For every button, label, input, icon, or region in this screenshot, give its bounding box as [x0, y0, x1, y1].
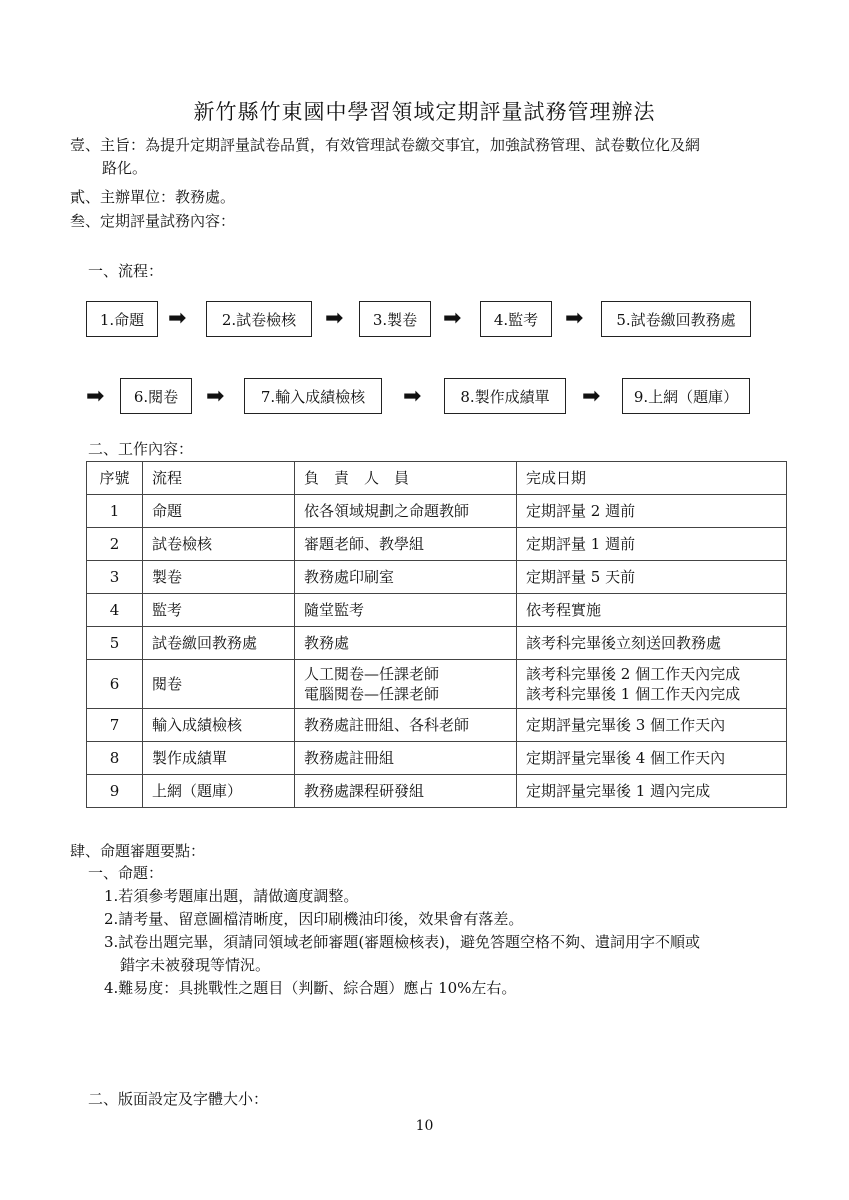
row-step: 試卷檢核	[143, 528, 295, 561]
row-step: 閱卷	[143, 660, 295, 709]
row-date: 定期評量完畢後 3 個工作天內	[517, 709, 787, 742]
guidelines-heading: 肆、命題審題要點：	[70, 842, 206, 860]
header-person: 負 責 人 員	[295, 462, 517, 495]
flow-step-6: 6.閱卷	[120, 378, 192, 414]
row-person: 教務處註冊組、各科老師	[295, 709, 517, 742]
table-row	[87, 775, 787, 808]
row-no: 3	[87, 561, 143, 594]
row-step: 輸入成績檢核	[143, 709, 295, 742]
table-row	[87, 594, 787, 627]
header-date: 完成日期	[517, 462, 787, 495]
purpose-line-1: 壹、主旨：為提升定期評量試卷品質，有效管理試卷繳交事宜，加強試務管理、試卷數位化及網	[70, 136, 701, 154]
row-person	[295, 660, 517, 709]
row-person: 教務處課程研發組	[295, 775, 517, 808]
row-step: 試卷繳回教務處	[143, 627, 295, 660]
row-person: 依各領域規劃之命題教師	[295, 495, 517, 528]
row-step: 上網（題庫）	[143, 775, 295, 808]
row-date-line-1: 該考科完畢後 2 個工作天內完成	[526, 665, 741, 683]
row-person: 隨堂監考	[295, 594, 517, 627]
table-header-row	[87, 462, 787, 495]
table-row	[87, 660, 787, 709]
row-date-line-2: 該考科完畢後 1 個工作天內完成	[526, 685, 741, 703]
guideline-item-continuation: 錯字未被發現等情況。	[120, 956, 271, 974]
purpose-line-2: 路化。	[102, 159, 148, 177]
flow-step-1: 1.命題	[86, 301, 158, 337]
row-date: 定期評量完畢後 1 週內完成	[517, 775, 787, 808]
header-step: 流程	[143, 462, 295, 495]
work-table	[86, 461, 787, 808]
flow-step-4: 4.監考	[480, 301, 552, 337]
row-date: 定期評量 1 週前	[517, 528, 787, 561]
row-no: 4	[87, 594, 143, 627]
row-step: 監考	[143, 594, 295, 627]
content-heading: 叁、定期評量試務內容：	[70, 212, 236, 230]
arrow-icon: ➡	[565, 306, 584, 331]
organizer-line: 貳、主辦單位：教務處。	[70, 188, 236, 206]
row-step: 製卷	[143, 561, 295, 594]
row-person: 審題老師、教學組	[295, 528, 517, 561]
table-row	[87, 561, 787, 594]
row-date: 定期評量 5 天前	[517, 561, 787, 594]
row-no: 2	[87, 528, 143, 561]
arrow-icon: ➡	[443, 306, 462, 331]
row-date: 定期評量完畢後 4 個工作天內	[517, 742, 787, 775]
row-date: 該考科完畢後立刻送回教務處	[517, 627, 787, 660]
flow-step-3: 3.製卷	[359, 301, 431, 337]
row-date	[517, 660, 787, 709]
row-date: 定期評量 2 週前	[517, 495, 787, 528]
row-step: 命題	[143, 495, 295, 528]
arrow-icon: ➡	[168, 306, 187, 331]
page-title: 新竹縣竹東國中學習領域定期評量試務管理辦法	[193, 100, 656, 124]
row-person: 教務處註冊組	[295, 742, 517, 775]
arrow-icon: ➡	[86, 384, 105, 409]
guideline-item: 3.試卷出題完畢，須請同領域老師審題(審題檢核表)，避免答題空格不夠、遺詞用字不順或	[104, 933, 701, 951]
guideline-item: 1.若須參考題庫出題，請做適度調整。	[104, 887, 359, 905]
guideline-item: 4.難易度：具挑戰性之題目（判斷、綜合題）應占 10%左右。	[104, 979, 517, 997]
row-no: 5	[87, 627, 143, 660]
table-row	[87, 709, 787, 742]
work-heading: 二、工作內容：	[88, 440, 194, 458]
flow-step-9: 9.上網（題庫）	[622, 378, 750, 414]
table-row	[87, 495, 787, 528]
flow-heading: 一、流程：	[88, 262, 164, 280]
row-no: 1	[87, 495, 143, 528]
header-no: 序號	[87, 462, 143, 495]
row-person: 教務處印刷室	[295, 561, 517, 594]
row-no: 7	[87, 709, 143, 742]
row-no: 6	[87, 660, 143, 709]
page-number: 10	[415, 1118, 434, 1134]
table-row	[87, 528, 787, 561]
layout-heading: 二、版面設定及字體大小：	[88, 1090, 269, 1108]
arrow-icon: ➡	[403, 384, 422, 409]
flow-step-7: 7.輸入成績檢核	[244, 378, 382, 414]
table-row	[87, 627, 787, 660]
arrow-icon: ➡	[325, 306, 344, 331]
row-no: 9	[87, 775, 143, 808]
guideline-item: 2.請考量、留意圖檔清晰度，因印刷機油印後，效果會有落差。	[104, 910, 524, 928]
flow-step-2: 2.試卷檢核	[206, 301, 312, 337]
row-person-line-2: 電腦閱卷—任課老師	[304, 685, 440, 703]
flow-step-8: 8.製作成績單	[444, 378, 566, 414]
row-step: 製作成績單	[143, 742, 295, 775]
arrow-icon: ➡	[206, 384, 225, 409]
row-date: 依考程實施	[517, 594, 787, 627]
row-no: 8	[87, 742, 143, 775]
table-row	[87, 742, 787, 775]
row-person-line-1: 人工閱卷—任課老師	[304, 665, 440, 683]
arrow-icon: ➡	[582, 384, 601, 409]
row-person: 教務處	[295, 627, 517, 660]
flow-step-5: 5.試卷繳回教務處	[601, 301, 751, 337]
guidelines-sub-heading: 一、命題：	[88, 864, 164, 882]
